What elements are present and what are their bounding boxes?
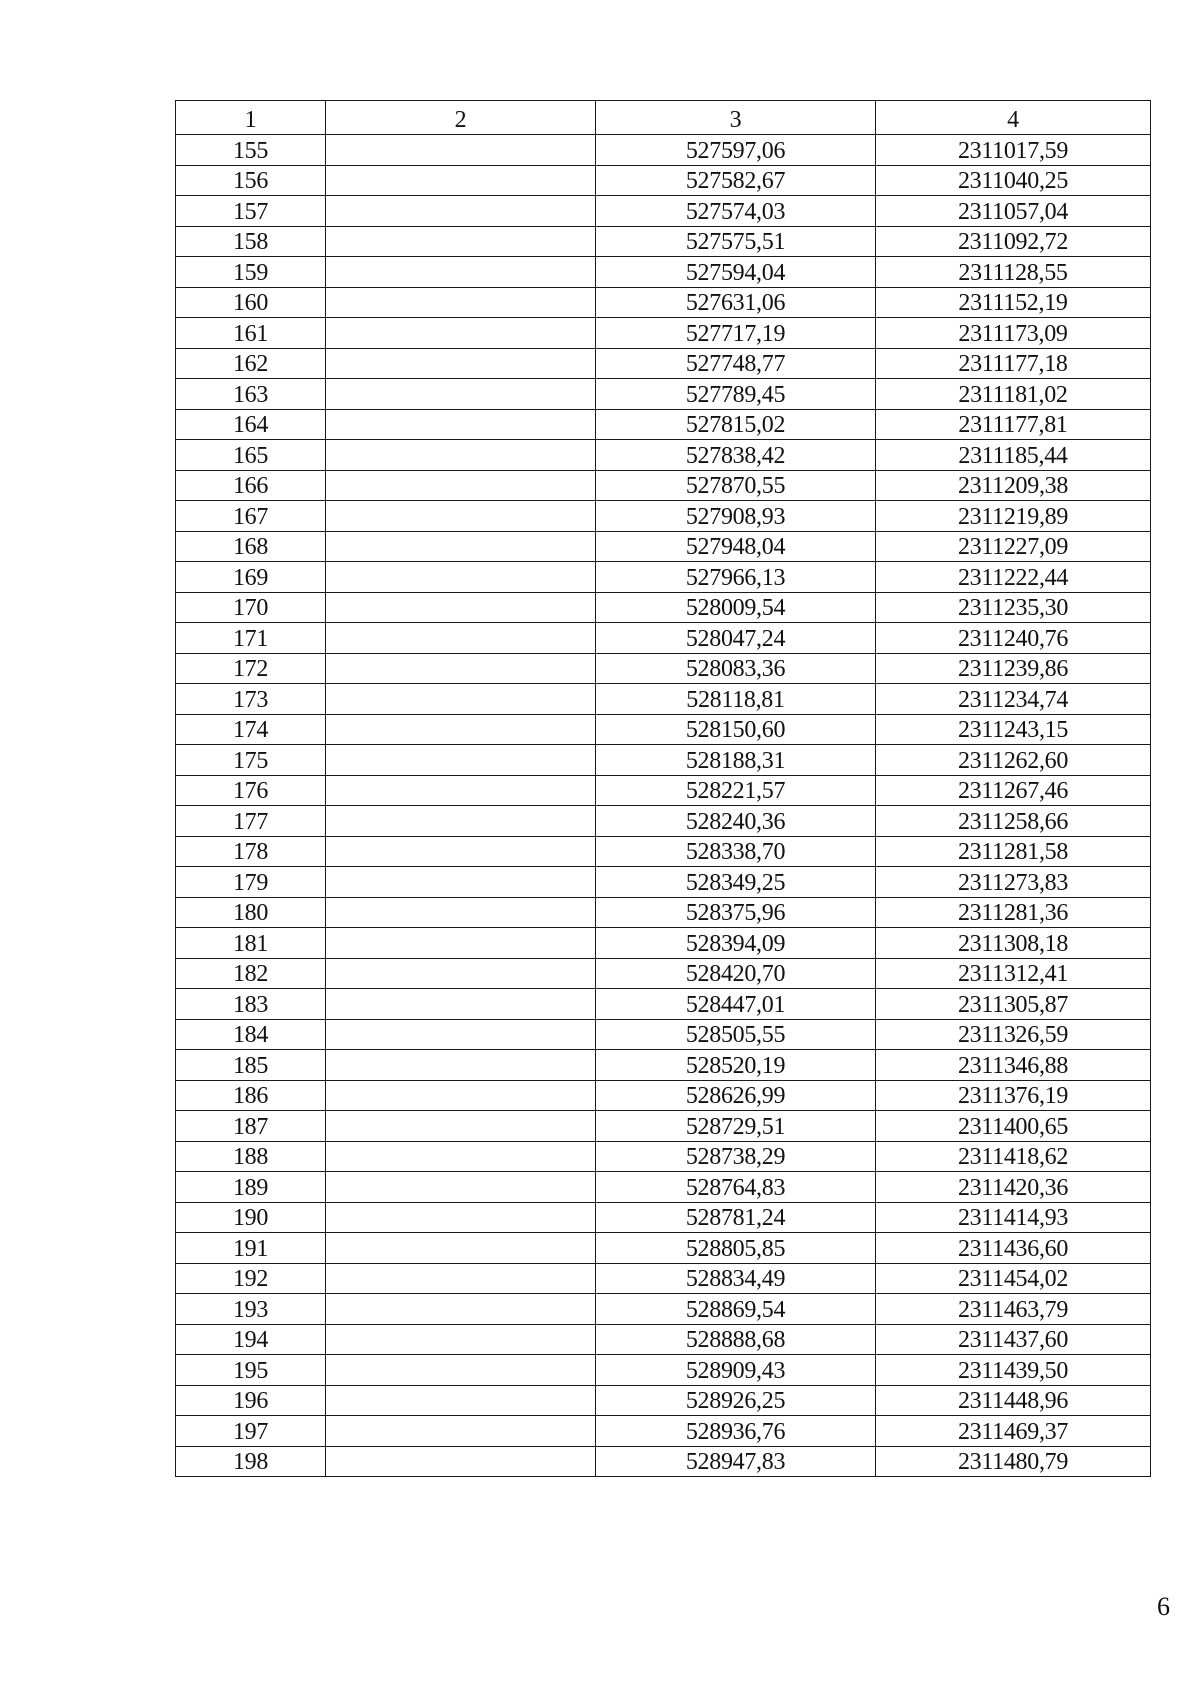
point-number-cell: 178 bbox=[176, 836, 326, 867]
y-coordinate-cell: 2311448,96 bbox=[876, 1385, 1151, 1416]
table-row bbox=[176, 897, 1151, 928]
x-coordinate-cell: 528781,24 bbox=[596, 1202, 876, 1233]
y-coordinate-cell: 2311177,81 bbox=[876, 409, 1151, 440]
y-coordinate-cell: 2311240,76 bbox=[876, 623, 1151, 654]
y-coordinate-cell: 2311219,89 bbox=[876, 501, 1151, 532]
table-row bbox=[176, 806, 1151, 837]
x-coordinate-cell: 528447,01 bbox=[596, 989, 876, 1020]
point-number-cell: 171 bbox=[176, 623, 326, 654]
table-row bbox=[176, 318, 1151, 349]
y-coordinate-cell: 2311414,93 bbox=[876, 1202, 1151, 1233]
x-coordinate-cell: 527631,06 bbox=[596, 287, 876, 318]
description-cell bbox=[326, 1141, 596, 1172]
description-cell bbox=[326, 745, 596, 776]
point-number-cell: 156 bbox=[176, 165, 326, 196]
description-cell bbox=[326, 1324, 596, 1355]
point-number-cell: 159 bbox=[176, 257, 326, 288]
table-row bbox=[176, 653, 1151, 684]
y-coordinate-cell: 2311267,46 bbox=[876, 775, 1151, 806]
description-cell bbox=[326, 470, 596, 501]
x-coordinate-cell: 527574,03 bbox=[596, 196, 876, 227]
x-coordinate-cell: 528240,36 bbox=[596, 806, 876, 837]
y-coordinate-cell: 2311234,74 bbox=[876, 684, 1151, 715]
description-cell bbox=[326, 653, 596, 684]
point-number-cell: 180 bbox=[176, 897, 326, 928]
header-cell-4: 4 bbox=[876, 101, 1151, 135]
x-coordinate-cell: 528338,70 bbox=[596, 836, 876, 867]
table-row bbox=[176, 958, 1151, 989]
y-coordinate-cell: 2311281,58 bbox=[876, 836, 1151, 867]
description-cell bbox=[326, 684, 596, 715]
y-coordinate-cell: 2311017,59 bbox=[876, 135, 1151, 166]
table-row bbox=[176, 989, 1151, 1020]
y-coordinate-cell: 2311185,44 bbox=[876, 440, 1151, 471]
table-row bbox=[176, 1172, 1151, 1203]
description-cell bbox=[326, 806, 596, 837]
y-coordinate-cell: 2311092,72 bbox=[876, 226, 1151, 257]
point-number-cell: 167 bbox=[176, 501, 326, 532]
point-number-cell: 198 bbox=[176, 1446, 326, 1477]
description-cell bbox=[326, 1233, 596, 1264]
x-coordinate-cell: 527870,55 bbox=[596, 470, 876, 501]
x-coordinate-cell: 527838,42 bbox=[596, 440, 876, 471]
description-cell bbox=[326, 226, 596, 257]
point-number-cell: 175 bbox=[176, 745, 326, 776]
point-number-cell: 173 bbox=[176, 684, 326, 715]
table-row bbox=[176, 257, 1151, 288]
point-number-cell: 172 bbox=[176, 653, 326, 684]
table-row bbox=[176, 775, 1151, 806]
x-coordinate-cell: 528909,43 bbox=[596, 1355, 876, 1386]
point-number-cell: 195 bbox=[176, 1355, 326, 1386]
description-cell bbox=[326, 1355, 596, 1386]
point-number-cell: 194 bbox=[176, 1324, 326, 1355]
y-coordinate-cell: 2311281,36 bbox=[876, 897, 1151, 928]
point-number-cell: 165 bbox=[176, 440, 326, 471]
y-coordinate-cell: 2311128,55 bbox=[876, 257, 1151, 288]
x-coordinate-cell: 528188,31 bbox=[596, 745, 876, 776]
x-coordinate-cell: 527594,04 bbox=[596, 257, 876, 288]
point-number-cell: 162 bbox=[176, 348, 326, 379]
x-coordinate-cell: 528805,85 bbox=[596, 1233, 876, 1264]
x-coordinate-cell: 528349,25 bbox=[596, 867, 876, 898]
x-coordinate-cell: 527966,13 bbox=[596, 562, 876, 593]
description-cell bbox=[326, 1446, 596, 1477]
x-coordinate-cell: 528926,25 bbox=[596, 1385, 876, 1416]
description-cell bbox=[326, 897, 596, 928]
y-coordinate-cell: 2311480,79 bbox=[876, 1446, 1151, 1477]
point-number-cell: 155 bbox=[176, 135, 326, 166]
description-cell bbox=[326, 775, 596, 806]
table-row bbox=[176, 745, 1151, 776]
x-coordinate-cell: 527582,67 bbox=[596, 165, 876, 196]
x-coordinate-cell: 528394,09 bbox=[596, 928, 876, 959]
y-coordinate-cell: 2311326,59 bbox=[876, 1019, 1151, 1050]
x-coordinate-cell: 527717,19 bbox=[596, 318, 876, 349]
y-coordinate-cell: 2311243,15 bbox=[876, 714, 1151, 745]
y-coordinate-cell: 2311437,60 bbox=[876, 1324, 1151, 1355]
table-row bbox=[176, 165, 1151, 196]
x-coordinate-cell: 528947,83 bbox=[596, 1446, 876, 1477]
point-number-cell: 197 bbox=[176, 1416, 326, 1447]
x-coordinate-cell: 528520,19 bbox=[596, 1050, 876, 1081]
x-coordinate-cell: 528047,24 bbox=[596, 623, 876, 654]
table-row bbox=[176, 379, 1151, 410]
y-coordinate-cell: 2311463,79 bbox=[876, 1294, 1151, 1325]
point-number-cell: 163 bbox=[176, 379, 326, 410]
point-number-cell: 161 bbox=[176, 318, 326, 349]
table-row bbox=[176, 226, 1151, 257]
point-number-cell: 187 bbox=[176, 1111, 326, 1142]
x-coordinate-cell: 528869,54 bbox=[596, 1294, 876, 1325]
table-row bbox=[176, 623, 1151, 654]
y-coordinate-cell: 2311040,25 bbox=[876, 165, 1151, 196]
table-row bbox=[176, 470, 1151, 501]
y-coordinate-cell: 2311469,37 bbox=[876, 1416, 1151, 1447]
y-coordinate-cell: 2311418,62 bbox=[876, 1141, 1151, 1172]
description-cell bbox=[326, 623, 596, 654]
x-coordinate-cell: 528150,60 bbox=[596, 714, 876, 745]
description-cell bbox=[326, 1294, 596, 1325]
table-row bbox=[176, 592, 1151, 623]
point-number-cell: 170 bbox=[176, 592, 326, 623]
x-coordinate-cell: 528764,83 bbox=[596, 1172, 876, 1203]
y-coordinate-cell: 2311181,02 bbox=[876, 379, 1151, 410]
description-cell bbox=[326, 318, 596, 349]
description-cell bbox=[326, 592, 596, 623]
point-number-cell: 179 bbox=[176, 867, 326, 898]
table-row bbox=[176, 1294, 1151, 1325]
description-cell bbox=[326, 1202, 596, 1233]
description-cell bbox=[326, 1019, 596, 1050]
table-row bbox=[176, 1446, 1151, 1477]
y-coordinate-cell: 2311258,66 bbox=[876, 806, 1151, 837]
description-cell bbox=[326, 501, 596, 532]
x-coordinate-cell: 528834,49 bbox=[596, 1263, 876, 1294]
x-coordinate-cell: 527908,93 bbox=[596, 501, 876, 532]
y-coordinate-cell: 2311439,50 bbox=[876, 1355, 1151, 1386]
point-number-cell: 193 bbox=[176, 1294, 326, 1325]
point-number-cell: 177 bbox=[176, 806, 326, 837]
y-coordinate-cell: 2311262,60 bbox=[876, 745, 1151, 776]
point-number-cell: 166 bbox=[176, 470, 326, 501]
header-cell-1: 1 bbox=[176, 101, 326, 135]
description-cell bbox=[326, 989, 596, 1020]
table-row bbox=[176, 501, 1151, 532]
table-row bbox=[176, 1050, 1151, 1081]
table-row bbox=[176, 867, 1151, 898]
x-coordinate-cell: 528420,70 bbox=[596, 958, 876, 989]
description-cell bbox=[326, 379, 596, 410]
y-coordinate-cell: 2311273,83 bbox=[876, 867, 1151, 898]
x-coordinate-cell: 528888,68 bbox=[596, 1324, 876, 1355]
point-number-cell: 196 bbox=[176, 1385, 326, 1416]
y-coordinate-cell: 2311173,09 bbox=[876, 318, 1151, 349]
x-coordinate-cell: 527575,51 bbox=[596, 226, 876, 257]
x-coordinate-cell: 528626,99 bbox=[596, 1080, 876, 1111]
point-number-cell: 174 bbox=[176, 714, 326, 745]
point-number-cell: 181 bbox=[176, 928, 326, 959]
description-cell bbox=[326, 348, 596, 379]
description-cell bbox=[326, 1050, 596, 1081]
table-row bbox=[176, 1019, 1151, 1050]
point-number-cell: 176 bbox=[176, 775, 326, 806]
y-coordinate-cell: 2311235,30 bbox=[876, 592, 1151, 623]
point-number-cell: 160 bbox=[176, 287, 326, 318]
description-cell bbox=[326, 531, 596, 562]
y-coordinate-cell: 2311400,65 bbox=[876, 1111, 1151, 1142]
description-cell bbox=[326, 1080, 596, 1111]
table-row bbox=[176, 1233, 1151, 1264]
table-row bbox=[176, 348, 1151, 379]
description-cell bbox=[326, 1263, 596, 1294]
y-coordinate-cell: 2311239,86 bbox=[876, 653, 1151, 684]
table-header bbox=[176, 101, 1151, 135]
table-row bbox=[176, 1263, 1151, 1294]
table-row bbox=[176, 531, 1151, 562]
description-cell bbox=[326, 1172, 596, 1203]
description-cell bbox=[326, 165, 596, 196]
point-number-cell: 190 bbox=[176, 1202, 326, 1233]
x-coordinate-cell: 527789,45 bbox=[596, 379, 876, 410]
x-coordinate-cell: 528936,76 bbox=[596, 1416, 876, 1447]
table-row bbox=[176, 928, 1151, 959]
y-coordinate-cell: 2311057,04 bbox=[876, 196, 1151, 227]
description-cell bbox=[326, 1416, 596, 1447]
table-row bbox=[176, 1111, 1151, 1142]
x-coordinate-cell: 528083,36 bbox=[596, 653, 876, 684]
description-cell bbox=[326, 135, 596, 166]
header-cell-2: 2 bbox=[326, 101, 596, 135]
table-body bbox=[176, 135, 1151, 1477]
description-cell bbox=[326, 257, 596, 288]
point-number-cell: 185 bbox=[176, 1050, 326, 1081]
y-coordinate-cell: 2311227,09 bbox=[876, 531, 1151, 562]
point-number-cell: 158 bbox=[176, 226, 326, 257]
coordinates-table bbox=[175, 100, 1151, 1477]
description-cell bbox=[326, 958, 596, 989]
table-row bbox=[176, 562, 1151, 593]
x-coordinate-cell: 528009,54 bbox=[596, 592, 876, 623]
table-row bbox=[176, 1080, 1151, 1111]
x-coordinate-cell: 527948,04 bbox=[596, 531, 876, 562]
page-number: 6 bbox=[1157, 1592, 1170, 1621]
description-cell bbox=[326, 836, 596, 867]
table-row bbox=[176, 1324, 1151, 1355]
point-number-cell: 169 bbox=[176, 562, 326, 593]
description-cell bbox=[326, 562, 596, 593]
point-number-cell: 189 bbox=[176, 1172, 326, 1203]
point-number-cell: 182 bbox=[176, 958, 326, 989]
header-row bbox=[176, 101, 1151, 135]
x-coordinate-cell: 528738,29 bbox=[596, 1141, 876, 1172]
y-coordinate-cell: 2311305,87 bbox=[876, 989, 1151, 1020]
point-number-cell: 184 bbox=[176, 1019, 326, 1050]
x-coordinate-cell: 528505,55 bbox=[596, 1019, 876, 1050]
x-coordinate-cell: 527815,02 bbox=[596, 409, 876, 440]
table-row bbox=[176, 1202, 1151, 1233]
table-row bbox=[176, 196, 1151, 227]
point-number-cell: 157 bbox=[176, 196, 326, 227]
point-number-cell: 183 bbox=[176, 989, 326, 1020]
description-cell bbox=[326, 287, 596, 318]
table-row bbox=[176, 1141, 1151, 1172]
y-coordinate-cell: 2311312,41 bbox=[876, 958, 1151, 989]
point-number-cell: 186 bbox=[176, 1080, 326, 1111]
table-row bbox=[176, 287, 1151, 318]
x-coordinate-cell: 528221,57 bbox=[596, 775, 876, 806]
x-coordinate-cell: 527748,77 bbox=[596, 348, 876, 379]
x-coordinate-cell: 528375,96 bbox=[596, 897, 876, 928]
description-cell bbox=[326, 1111, 596, 1142]
y-coordinate-cell: 2311222,44 bbox=[876, 562, 1151, 593]
y-coordinate-cell: 2311436,60 bbox=[876, 1233, 1151, 1264]
table-row bbox=[176, 135, 1151, 166]
y-coordinate-cell: 2311454,02 bbox=[876, 1263, 1151, 1294]
y-coordinate-cell: 2311346,88 bbox=[876, 1050, 1151, 1081]
description-cell bbox=[326, 867, 596, 898]
x-coordinate-cell: 528729,51 bbox=[596, 1111, 876, 1142]
table-row bbox=[176, 684, 1151, 715]
point-number-cell: 188 bbox=[176, 1141, 326, 1172]
y-coordinate-cell: 2311152,19 bbox=[876, 287, 1151, 318]
y-coordinate-cell: 2311376,19 bbox=[876, 1080, 1151, 1111]
table-row bbox=[176, 1385, 1151, 1416]
table-row bbox=[176, 714, 1151, 745]
point-number-cell: 191 bbox=[176, 1233, 326, 1264]
y-coordinate-cell: 2311209,38 bbox=[876, 470, 1151, 501]
y-coordinate-cell: 2311308,18 bbox=[876, 928, 1151, 959]
description-cell bbox=[326, 409, 596, 440]
description-cell bbox=[326, 928, 596, 959]
description-cell bbox=[326, 440, 596, 471]
table-row bbox=[176, 409, 1151, 440]
point-number-cell: 164 bbox=[176, 409, 326, 440]
description-cell bbox=[326, 714, 596, 745]
table-row bbox=[176, 836, 1151, 867]
point-number-cell: 192 bbox=[176, 1263, 326, 1294]
description-cell bbox=[326, 1385, 596, 1416]
table-row bbox=[176, 1416, 1151, 1447]
x-coordinate-cell: 527597,06 bbox=[596, 135, 876, 166]
table-row bbox=[176, 1355, 1151, 1386]
y-coordinate-cell: 2311177,18 bbox=[876, 348, 1151, 379]
table-row bbox=[176, 440, 1151, 471]
header-cell-3: 3 bbox=[596, 101, 876, 135]
x-coordinate-cell: 528118,81 bbox=[596, 684, 876, 715]
description-cell bbox=[326, 196, 596, 227]
point-number-cell: 168 bbox=[176, 531, 326, 562]
y-coordinate-cell: 2311420,36 bbox=[876, 1172, 1151, 1203]
